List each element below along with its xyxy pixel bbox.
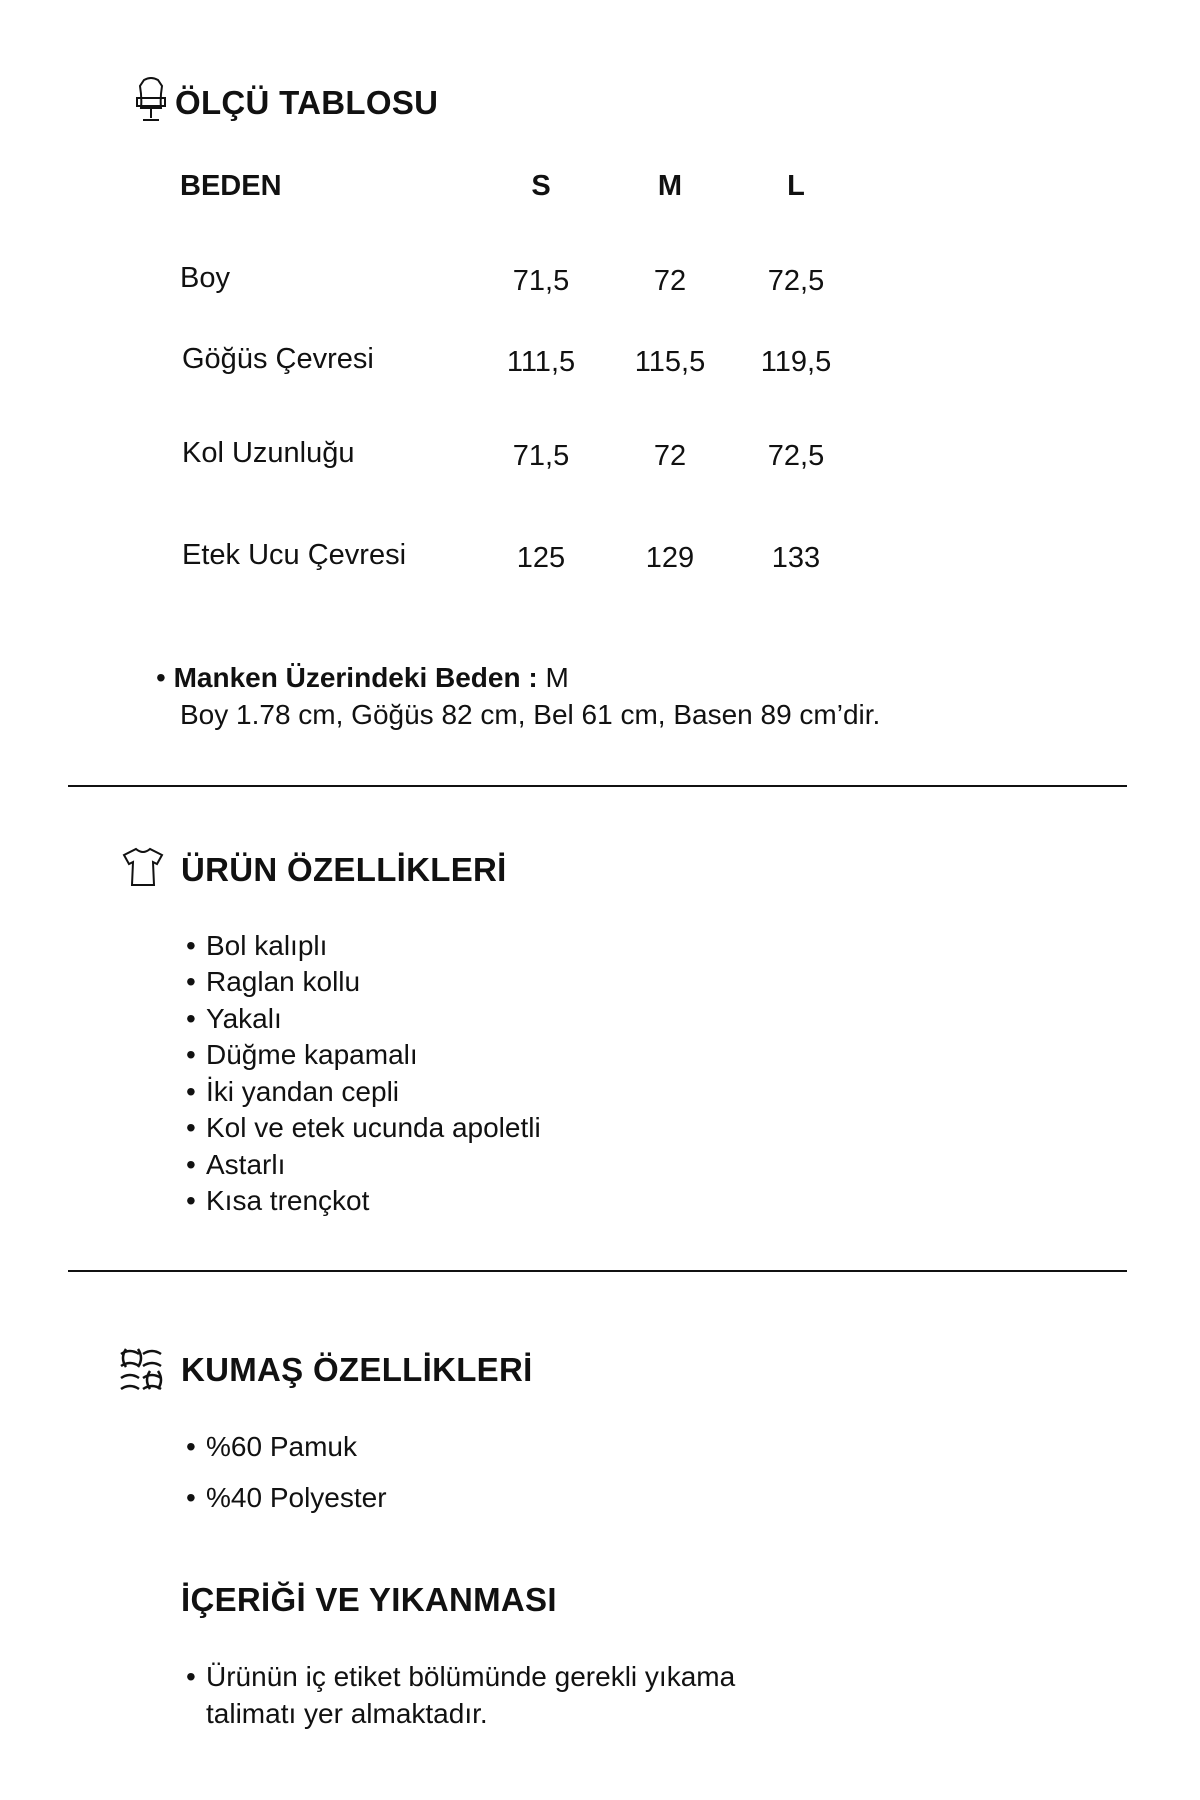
- row-label: Boy: [180, 262, 230, 294]
- product-features-title: ÜRÜN ÖZELLİKLERİ: [181, 851, 507, 888]
- list-item: • Bol kalıplı: [186, 930, 327, 962]
- list-item: • %60 Pamuk: [186, 1431, 357, 1463]
- tshirt-icon: [121, 846, 165, 888]
- model-size: M: [545, 662, 569, 693]
- cell-l: 133: [771, 542, 821, 574]
- fabric-weave-icon: [118, 1346, 164, 1392]
- cell-l: 72,5: [767, 265, 825, 297]
- list-item: • Düğme kapamalı: [186, 1039, 418, 1071]
- care-text-line2: talimatı yer almaktadır.: [206, 1698, 488, 1729]
- list-item: • Raglan kollu: [186, 966, 360, 998]
- row-label: Göğüs Çevresi: [182, 343, 374, 375]
- cell-s: 71,5: [512, 440, 570, 472]
- divider: [68, 785, 1127, 787]
- care-title: İÇERİĞİ VE YIKANMASI: [181, 1581, 557, 1618]
- model-label: Manken Üzerindeki Beden :: [173, 662, 538, 693]
- list-item: • Kısa trençkot: [186, 1185, 369, 1217]
- divider: [68, 1270, 1127, 1272]
- row-label: Kol Uzunluğu: [182, 437, 355, 469]
- list-item: • Astarlı: [186, 1149, 285, 1181]
- list-item: • Kol ve etek ucunda apoletli: [186, 1112, 541, 1144]
- model-measurements: Boy 1.78 cm, Göğüs 82 cm, Bel 61 cm, Basen 89 cm’dir.: [180, 699, 881, 730]
- cell-s: 111,5: [506, 346, 576, 378]
- list-item: • İki yandan cepli: [186, 1076, 399, 1108]
- size-header-label: BEDEN: [180, 170, 282, 202]
- care-text-line1: • Ürünün iç etiket bölümünde gerekli yıkama: [186, 1661, 735, 1693]
- size-header-l: L: [787, 170, 805, 202]
- cell-m: 129: [645, 542, 695, 574]
- cell-l: 72,5: [767, 440, 825, 472]
- model-info: • Manken Üzerindeki Beden : M: [156, 662, 569, 693]
- cell-l: 119,5: [760, 346, 832, 378]
- size-header-s: S: [531, 170, 551, 202]
- cell-m: 115,5: [634, 346, 706, 378]
- row-label: Etek Ucu Çevresi: [182, 539, 407, 571]
- cell-m: 72: [653, 265, 687, 297]
- mannequin-icon: [134, 76, 168, 126]
- cell-m: 72: [653, 440, 687, 472]
- fabric-features-title: KUMAŞ ÖZELLİKLERİ: [181, 1351, 533, 1388]
- size-header-m: M: [657, 170, 683, 202]
- list-item: • %40 Polyester: [186, 1482, 387, 1514]
- size-chart-title: ÖLÇÜ TABLOSU: [175, 84, 439, 121]
- list-item: • Yakalı: [186, 1003, 282, 1035]
- cell-s: 125: [516, 542, 566, 574]
- cell-s: 71,5: [512, 265, 570, 297]
